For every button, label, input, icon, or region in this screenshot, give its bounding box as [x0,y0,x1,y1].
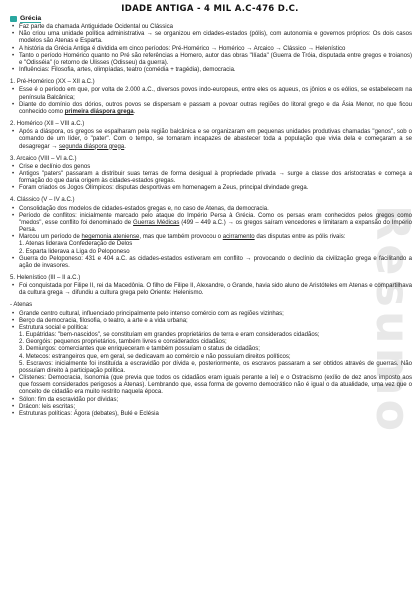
item-text: Período de conflitos: inicialmente marcado pelo ataque do Império Persa à Grécia. Como os persas eram conhecidos pelos gregos como "medos", esse conflito foi denominado de [19,212,412,226]
list-item: • Guerra do Peloponeso: 431 e 404 a.C. as cidades-estados estiveram em conflito → provocando o declínio da civilização grega e facilitando a ação de invasores. [10,256,412,270]
list-item: • Drácon: leis escritas; [10,404,412,411]
period-list [10,129,412,150]
period-classico [10,197,412,270]
emphasis-text: hegemonia ateniense [81,234,140,241]
period-title: 1. Pré-Homérico (XX – XII a.C.) [10,79,95,86]
atenas-section [10,302,412,418]
item-text: , mas que também provocou o [139,234,222,241]
period-homerico [10,121,412,151]
period-title: 4. Clássico (V – IV a.C.) [10,197,75,204]
emphasis-text: segunda diáspora grega [59,143,125,150]
list-item: • Berço da democracia, filosofia, o teatro, a arte e a vida urbana; [10,318,412,325]
page-title: IDADE ANTIGA - 4 MIL A.C-476 D.C. [121,4,299,14]
period-title: 5. Helenístico (III – II a.C.) [10,275,81,281]
list-item: • Faz parte da chamada Antiguidade Ocidental ou Clássica [10,24,412,31]
numbered-item: 2. Esparta liderava a Liga do Peloponeso [19,248,130,255]
item-text: (499 – 449 a.C.) → os gregos saíram vencedores e limitaram a expansão do Império Persa. [19,219,412,234]
content [10,14,412,418]
list-item: • Estrutura social e política: [10,325,412,332]
list-item: • Consolidação dos modelos de cidades-estados gregas e, no caso de Atenas, da democracia. [10,206,412,213]
item-text: Marcou um período de [19,234,80,241]
section-marker [10,16,17,22]
list-item: • Foi conquistada por Filipe II, rei da Macedônia. O filho de Filipe II, Alexandre, o Grande, havia sido aluno de Aristóteles em Atenas e compartilhava da cultura grega → difundiu a cultura grega pelo Oriente: Helenismo. [10,283,412,297]
period-pre-homerico [10,79,412,116]
item-text: Diante do domínio dos dórios, outros povos se dispersam e passam a povoar outras regiões do litoral grego e da Ásia Menor, no que ficou conhecido como [19,101,412,115]
list-item: • Esse é o período em que, por volta de 2.000 a.C., diversos povos indo-europeus, entre eles os aqueus, os jônios e os eólios, se estabelecem na península Balcânica; [10,87,412,101]
numbered-item: 2. Georgóis: pequenos proprietários, também livres e considerados cidadãos; [19,339,227,346]
period-list [10,283,412,297]
list-item: • A história da Grécia Antiga é dividida em cinco períodos: Pré-Homérico → Homérico → Arcaico → Clássico → Helenístico [10,46,412,53]
list-item: • Não criou uma unidade política administrativa → se organizou em cidades-estados (pólis), com autonomia e governos próprios: Os dois casos modelos são Atenas e Esparta. [10,31,412,45]
atenas-list [10,311,412,332]
emphasis-text: primeira diáspora grega [64,108,134,115]
list-item [10,102,412,116]
item-text: das disputas entre as pólis rivais: [256,234,346,241]
list-item: • Grande centro cultural, influenciado principalmente pelo intenso comércio com as regiões vizinhas; [10,311,412,318]
period-helenistico [10,275,412,297]
period-title: 2. Homérico (XII – VIII a.C.) [10,121,85,128]
item-suffix: . [124,143,126,150]
item-text: Após a diáspora, os gregos se espalharam pela região balcânica e se organizaram em pequenas unidades produtivas chamadas "genos", sob o comando de um líder, o "pater". Com o tempo, se tornaram incapazes de abastecer toda a população que vivia dela e começaram a se desagregar → [19,129,412,150]
section-heading [10,15,412,23]
numbered-item: 3. Demiurgos: comerciantes que enriqueceram e também possuíam o status de cidadãos; [19,346,260,353]
period-title: 3. Arcaico (VIII – VI a.C.) [10,155,77,162]
list-item: • Estruturas políticas: Ágora (debates), Bulé e Eclésia [10,411,412,418]
numbered-item: 5. Escravos: inicialmente foi instituída a escravidão por dívida e, posteriormente, os escravos passaram a ser obtidos através de guerras. Não possuíam direito à participação política. [19,360,412,374]
period-list [10,206,412,242]
atenas-list [10,375,412,418]
list-item: • Sólon: fim da escravidão por dívidas; [10,397,412,404]
list-item [10,234,412,241]
period-list [10,87,412,116]
list-item: • Crise e declínio dos genos [10,164,412,171]
numbered-item: 1. Eupátridas: "bem-nascidos", se constituíam em grandes proprietários de terra e eram considerados cidadãos; [19,332,320,339]
watermark-text: Resumo [366,204,420,436]
emphasis-text: acirramento [222,234,255,241]
list-item: • Influências: Filosofia, artes, olimpíadas, teatro (comédia + tragédia), democracia. [10,67,412,74]
list-item [10,129,412,150]
numbered-item: 1. Atenas liderava Confederação de Delos [19,241,133,248]
period-list [10,164,412,193]
list-item: • Tanto o período Homérico quanto no Pré são referências a Homero, autor das obras "Ilíada" (Guerra de Tróia, disputada entre gregos e troianos) e "Odisséia" (o retorno de Ulisses (Odisseu) da guerra). [10,53,412,67]
list-item: • Foram criados os Jogos Olímpicos: disputas desportivas em homenagem a Zeus, principal divindade grega. [10,185,412,192]
list-item: • Antigos "paters" passaram a distribuir suas terras de forma desigual à propriedade privada → surge a classe dos aristocratas e começa a formação do que daria origem às cidades-estados gregas. [10,171,412,185]
emphasis-text: Guerras Médicas [133,219,180,226]
list-item: • Clístenes: Democracia, Isonomia (que previa que todos os cidadãos eram iguais perante a lei) e o Ostracismo (exílio de dez anos imposto aos que fossem considerados perigosos a Atenas). Lembrando que, essa forma de governo democrático não é igual o da atualidade, uma vez que o conceito de cidadão era muito restrito naquela época. [10,375,412,396]
numbered-item: 4. Metecos: estrangeiros que, em geral, se dedicavam ao comércio e não possuíam direitos políticos; [19,353,291,360]
item-suffix: . [133,108,136,115]
intro-list [10,24,412,74]
period-arcaico [10,156,412,193]
period-list [10,256,412,270]
atenas-title: - Atenas [10,302,33,309]
list-item [10,213,412,234]
section-title: Grécia [20,15,42,22]
